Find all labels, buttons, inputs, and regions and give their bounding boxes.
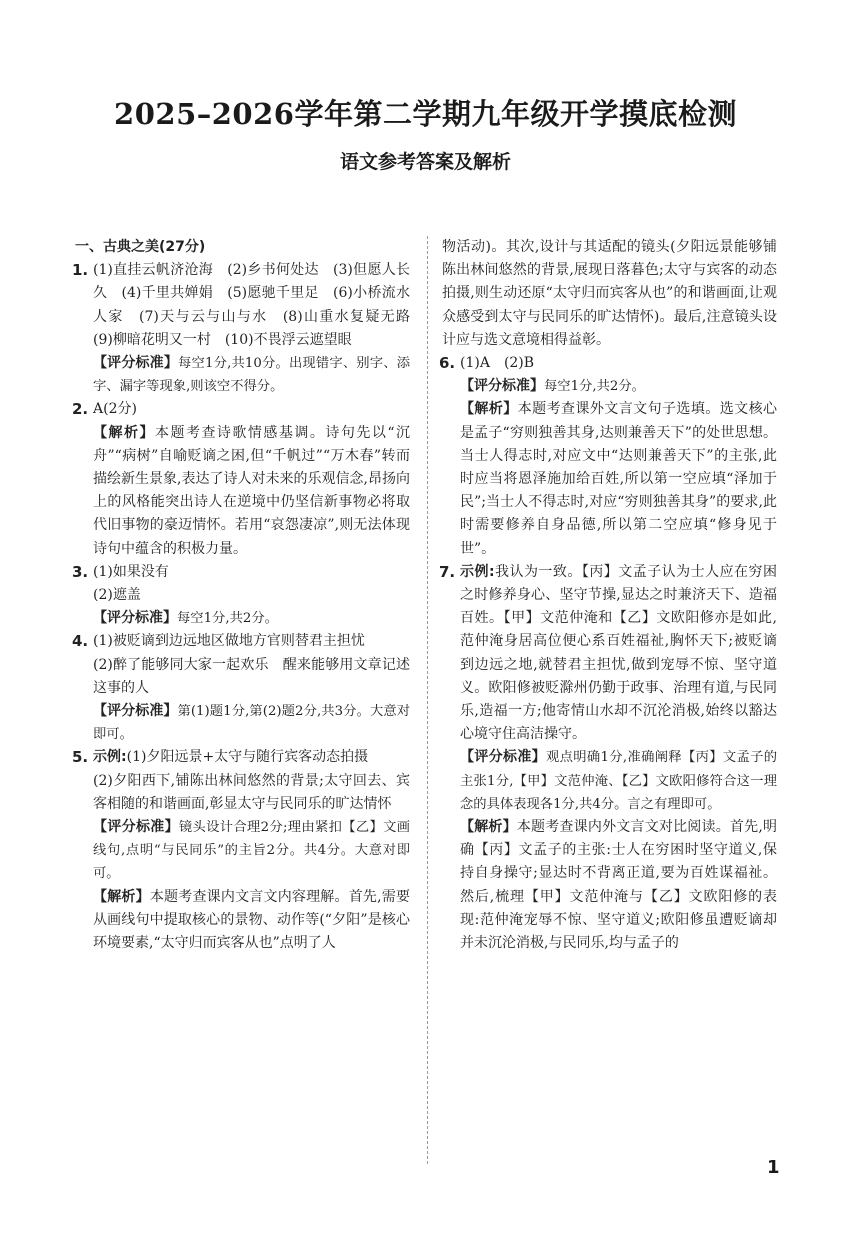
question-4-answer-1: (1)被贬谪到边远地区做地方官则替君主担忧 <box>93 633 365 650</box>
question-7-answer: 我认为一致。【丙】文孟子认为士人应在穷困之时修养身心、坚守节操,显达之时兼济天下、造福百姓。【甲】文范仲淹和【乙】文欧阳修亦是如此,范仲淹身居高位便心系百姓福祉,胸怀天下;被贬谪到边远之地,就替君主担忧,做到宠辱不惊、坚守道义。欧阳修被贬滁州仍勤于政事、治理有道,与民同乐,造福一方;他寄情山水却不沉沦消极,始终以豁达心境守住高洁操守。 <box>460 563 777 743</box>
question-number: 7. <box>439 562 456 581</box>
criteria-text: 第(1)题1分,第(2)题2分,共3分。大意对即可。 <box>93 704 410 743</box>
question-4 <box>72 630 410 653</box>
question-7 <box>439 561 777 747</box>
question-2-analysis <box>75 422 410 561</box>
question-5 <box>72 746 410 769</box>
question-1-criteria <box>75 352 410 398</box>
question-5-answer-2: (2)夕阳西下,铺陈出林间悠然的背景;太守回去、宾客相随的和谐画面,彰显太守与民同乐的旷达情怀 <box>93 772 410 812</box>
question-6 <box>439 352 777 375</box>
question-3-answer-2: (2)遮盖 <box>93 587 141 604</box>
criteria-text: 观点明确1分,准确阐释【丙】文孟子的主张1分,【甲】文范仲淹、【乙】文欧阳修符合这一理念的具体表现各1分,共4分。言之有理即可。 <box>460 750 778 812</box>
analysis-text: 本题考查课内外文言文对比阅读。首先,明确【丙】文孟子的主张:士人在穷困时坚守道义,保持自身操守;显达时不背离正道,要为百姓谋福祉。然后,梳理【甲】文范仲淹与【乙】文欧阳修的表现:范仲淹宠辱不惊、坚守道义;欧阳修虽遭贬谪却并未沉沦消极,与民同乐,均与孟子的 <box>460 819 777 952</box>
column-divider <box>427 236 428 1164</box>
criteria-text: 每空1分,共2分。 <box>544 379 645 395</box>
example-label: 示例: <box>93 749 127 766</box>
example-label: 示例: <box>460 563 495 580</box>
question-4-criteria <box>75 700 410 746</box>
analysis-text: 本题考查诗歌情感基调。诗句先以“沉舟”“病树”自喻贬谪之困,但“千帆过”“万木春”转而描绘新生景象,表达了诗人对未来的乐观信念,昂扬向上的风格能突出诗人在逆境中仍坚信新事物必将取代旧事物的豪迈情怀。若用“哀怨凄凉”,则无法体现诗句中蕴含的积极力量。 <box>93 424 410 557</box>
criteria-tag: 【评分标准】 <box>460 378 544 395</box>
question-5-analysis-continued: 物活动)。其次,设计与其适配的镜头(夕阳远景能够铺陈出林间悠然的背景,展现日落暮色;太守与宾客的动态拍摄,则生动还原“太守归而宾客从也”的和谐画面,让观众感受到太守与民同乐的旷达情怀)。最后,注意镜头设计应与选文意境相得益彰。 <box>442 239 777 348</box>
analysis-tag: 【解析】 <box>93 888 150 905</box>
question-number: 4. <box>72 632 89 651</box>
criteria-tag: 【评分标准】 <box>93 703 178 720</box>
analysis-tag: 【解析】 <box>460 401 518 418</box>
question-5-analysis <box>75 886 410 956</box>
left-column <box>72 236 424 955</box>
section-heading: 一、古典之美(27分) <box>75 239 206 255</box>
question-6-analysis <box>442 398 777 560</box>
question-number: 3. <box>72 562 89 581</box>
criteria-tag: 【评分标准】 <box>93 819 179 836</box>
criteria-text: 镜头设计合理2分;理由紧扣【乙】文画线句,点明“与民同乐”的主旨2分。共4分。大意对即可。 <box>93 820 410 882</box>
question-6-answer: (1)A (2)B <box>460 355 535 372</box>
question-3 <box>72 561 410 584</box>
question-1-answer: (1)直挂云帆济沧海 (2)乡书何处达 (3)但愿人长久 (4)千里共婵娟 (5)愿驰千里足 (6)小桥流水人家 (7)天与云与山与水 (8)山重水复疑无路 (9)柳暗花明又一村 (10)不畏浮云遮望眼 <box>93 262 424 348</box>
question-2-answer: A(2分) <box>93 401 137 418</box>
criteria-tag: 【评分标准】 <box>93 355 179 372</box>
question-4-answer-2: (2)醉了能够同大家一起欢乐 醒来能够用文章记述这事的人 <box>93 656 410 696</box>
criteria-text: 每空1分,共2分。 <box>177 611 278 627</box>
question-number: 2. <box>72 400 89 419</box>
question-number: 1. <box>72 261 89 280</box>
question-3-criteria <box>75 607 410 630</box>
criteria-text: 每空1分,共10分。出现错字、别字、添字、漏字等现象,则该空不得分。 <box>93 356 411 395</box>
page-number: 1 <box>767 1157 780 1178</box>
right-column <box>439 236 778 955</box>
question-6-criteria <box>442 375 777 398</box>
question-3-answer-1: (1)如果没有 <box>93 563 169 580</box>
question-5-answer-1: (1)夕阳远景+太守与随行宾客动态拍摄 <box>126 749 369 766</box>
question-number: 5. <box>72 748 89 767</box>
question-1 <box>72 259 424 352</box>
question-7-criteria <box>442 746 777 816</box>
question-5-criteria <box>75 816 410 886</box>
analysis-text-part-1: 本题考查课内文言文内容理解。首先,需要从画线句中提取核心的景物、动作等(“夕阳”是核心环境要素,“太守归而宾客从也”点明了人 <box>93 888 410 952</box>
analysis-text: 本题考查课外文言文句子选填。选文核心是孟子“穷则独善其身,达则兼善天下”的处世思想。当士人得志时,对应文中“达则兼善天下”的主张,此时应当将恩泽施加给百姓,所以第一空应填“泽加于民”;当士人不得志时,对应“穷则独善其身”的要求,此时需要修养自身品德,所以第二空应填“修身见于世”。 <box>460 401 778 557</box>
criteria-tag: 【评分标准】 <box>93 610 177 627</box>
document-subtitle: 语文参考答案及解析 <box>339 151 511 173</box>
analysis-tag: 【解析】 <box>460 819 517 836</box>
question-number: 6. <box>439 354 456 373</box>
analysis-tag: 【解析】 <box>93 424 155 441</box>
document-title: 2025–2026学年第二学期九年级开学摸底检测 <box>114 97 737 131</box>
question-2 <box>72 398 410 421</box>
criteria-tag: 【评分标准】 <box>460 749 546 766</box>
question-7-analysis <box>442 816 777 955</box>
